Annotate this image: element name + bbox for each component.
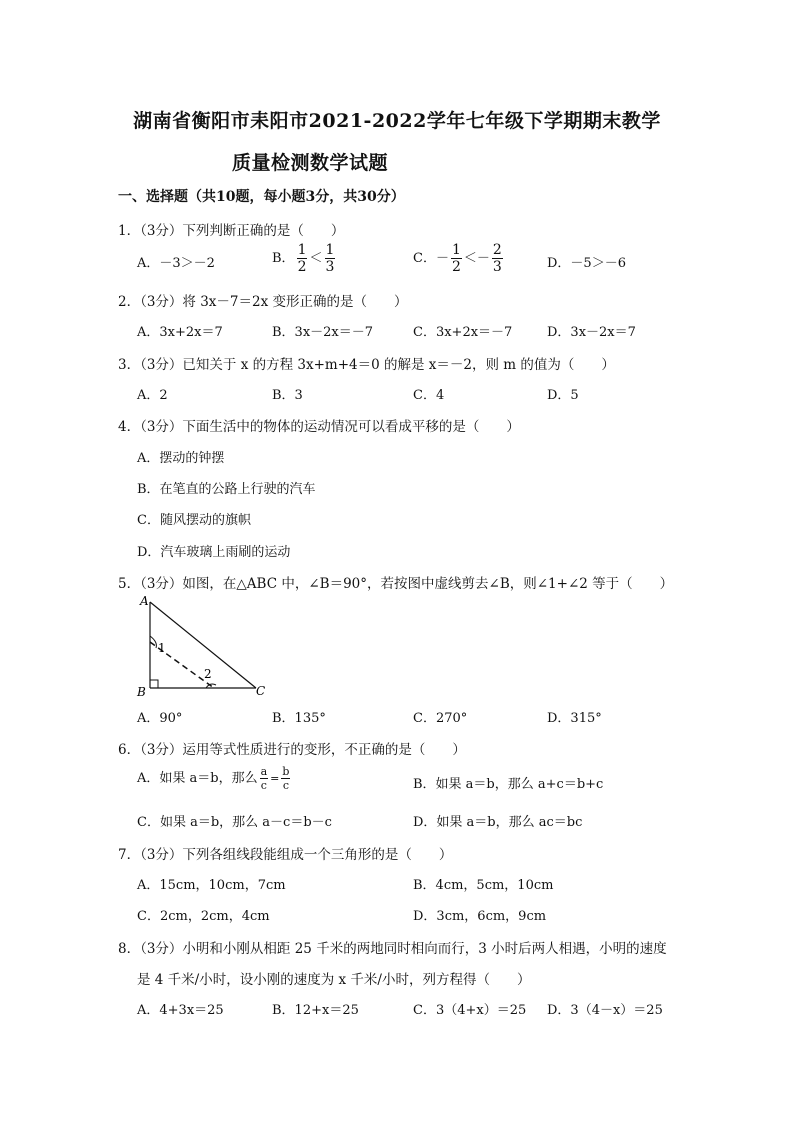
q5-option-c: C．270° bbox=[413, 711, 468, 726]
fraction bbox=[325, 243, 336, 274]
q8-option-d: D．3（4－x）＝25 bbox=[547, 1003, 663, 1018]
vertex-c-label: C bbox=[256, 684, 266, 698]
numerator: 1 bbox=[451, 242, 461, 258]
exam-title-line2: 质量检测数学试题 bbox=[232, 152, 389, 174]
question-2-stem: 2．（3分）将 3x－7＝2x 变形正确的是（ ） bbox=[118, 294, 408, 310]
q1-option-c-prefix: C．－ bbox=[413, 251, 449, 266]
q3-option-d: D．5 bbox=[547, 388, 579, 403]
denominator: 3 bbox=[492, 259, 502, 275]
fraction bbox=[281, 766, 290, 791]
q7-option-d: D．3cm，6cm，9cm bbox=[413, 909, 547, 924]
denominator: 3 bbox=[325, 259, 335, 275]
numerator: 1 bbox=[297, 242, 307, 258]
q3-option-a: A．2 bbox=[137, 388, 168, 403]
fraction bbox=[451, 243, 462, 274]
side-ac bbox=[150, 602, 256, 688]
vertex-b-label: B bbox=[137, 685, 146, 699]
numerator: 1 bbox=[325, 242, 335, 258]
denominator: 2 bbox=[297, 259, 307, 275]
q3-option-c: C．4 bbox=[413, 388, 445, 403]
denominator: c bbox=[282, 779, 289, 792]
q2-option-d: D．3x－2x＝7 bbox=[547, 325, 636, 340]
question-7-stem: 7．（3分）下列各组线段能组成一个三角形的是（ ） bbox=[118, 847, 453, 863]
q6-option-d: D．如果 a＝b，那么 ac＝bc bbox=[413, 815, 583, 830]
question-3-stem: 3．（3分）已知关于 x 的方程 3x+m+4＝0 的解是 x＝－2，则 m 的值为（ ） bbox=[118, 357, 615, 373]
q5-option-a: A．90° bbox=[137, 711, 183, 726]
q2-option-a: A．3x+2x＝7 bbox=[137, 325, 223, 340]
q8-option-b: B．12+x＝25 bbox=[272, 1003, 359, 1018]
operator: ＜－ bbox=[463, 251, 490, 266]
section-heading: 一、选择题（共10题，每小题3分，共30分） bbox=[118, 189, 405, 205]
q1-option-a: A．－3＞－2 bbox=[137, 256, 215, 271]
exam-title-line1: 湖南省衡阳市耒阳市2021-2022学年七年级下学期期末教学 bbox=[133, 110, 661, 132]
angle-2-label: 2 bbox=[204, 667, 212, 681]
q3-option-b: B．3 bbox=[272, 388, 303, 403]
q1-option-d: D．－5＞－6 bbox=[547, 256, 626, 271]
operator: ＜ bbox=[309, 251, 323, 266]
q2-option-b: B．3x－2x＝－7 bbox=[272, 325, 374, 340]
q6-option-a-prefix: A．如果 a＝b，那么 bbox=[137, 771, 258, 786]
numerator: 2 bbox=[492, 242, 502, 258]
q6-option-b: B．如果 a＝b，那么 a+c＝b+c bbox=[413, 777, 604, 792]
question-4-stem: 4．（3分）下面生活中的物体的运动情况可以看成平移的是（ ） bbox=[118, 419, 520, 435]
q5-option-b: B．135° bbox=[272, 711, 326, 726]
fraction bbox=[260, 766, 269, 791]
q6-option-a bbox=[137, 766, 292, 791]
q7-option-a: A．15cm，10cm，7cm bbox=[137, 878, 286, 893]
right-angle-mark bbox=[150, 680, 158, 688]
q6-option-c: C．如果 a＝b，那么 a－c＝b－c bbox=[137, 815, 332, 830]
q4-option-a: A．摆动的钟摆 bbox=[137, 451, 225, 466]
q1-option-b-prefix: B． bbox=[272, 251, 295, 266]
angle-1-label: 1 bbox=[158, 641, 166, 655]
numerator: a bbox=[260, 765, 268, 778]
question-5-stem: 5．（3分）如图，在△ABC 中，∠B＝90°，若按图中虚线剪去∠B，则∠1+∠2 等于（ ） bbox=[118, 576, 674, 592]
question-8-stem-line2: 是 4 千米/小时，设小刚的速度为 x 千米/小时，列方程得（ ） bbox=[137, 972, 531, 988]
q8-option-a: A．4+3x＝25 bbox=[137, 1003, 224, 1018]
triangle-figure bbox=[130, 592, 275, 700]
q7-option-c: C．2cm，2cm，4cm bbox=[137, 909, 270, 924]
question-1-stem: 1．（3分）下列判断正确的是（ ） bbox=[118, 223, 345, 239]
equals-sign: = bbox=[270, 772, 280, 785]
question-6-stem: 6．（3分）运用等式性质进行的变形，不正确的是（ ） bbox=[118, 742, 466, 758]
q4-option-c: C．随风摆动的旗帜 bbox=[137, 513, 251, 528]
q8-option-c: C．3（4+x）＝25 bbox=[413, 1003, 527, 1018]
q4-option-d: D．汽车玻璃上雨刷的运动 bbox=[137, 545, 291, 560]
q2-option-c: C．3x+2x＝－7 bbox=[413, 325, 513, 340]
q1-option-b bbox=[272, 243, 337, 274]
q4-option-b: B．在笔直的公路上行驶的汽车 bbox=[137, 482, 316, 497]
fraction bbox=[297, 243, 308, 274]
numerator: b bbox=[282, 765, 290, 778]
vertex-a-label: A bbox=[140, 594, 149, 608]
denominator: c bbox=[260, 779, 267, 792]
q7-option-b: B．4cm，5cm，10cm bbox=[413, 878, 554, 893]
q1-option-c bbox=[413, 243, 505, 274]
question-8-stem-line1: 8．（3分）小明和小刚从相距 25 千米的两地同时相向而行，3 小时后两人相遇，小明的速度 bbox=[118, 941, 667, 957]
fraction bbox=[492, 243, 503, 274]
denominator: 2 bbox=[451, 259, 461, 275]
q5-option-d: D．315° bbox=[547, 711, 602, 726]
